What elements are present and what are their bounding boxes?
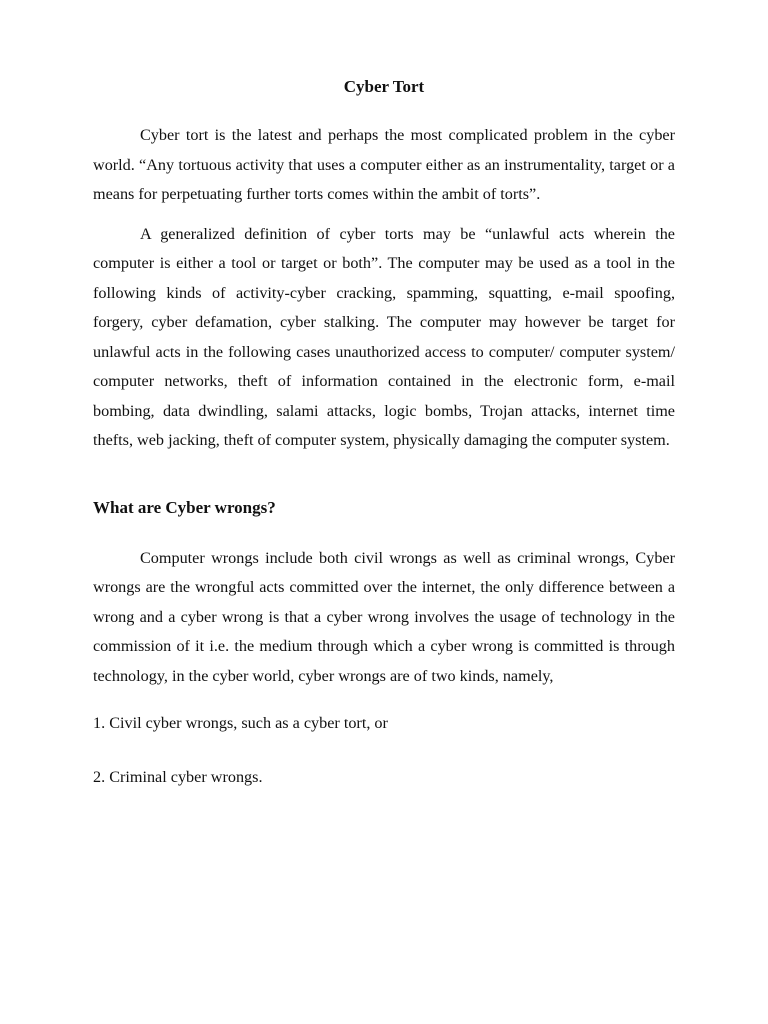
- list-item-civil: 1. Civil cyber wrongs, such as a cyber tort, or: [93, 714, 388, 732]
- section-heading: What are Cyber wrongs?: [93, 497, 276, 517]
- paragraph-intro: Cyber tort is the latest and perhaps the most complicated problem in the cyber world. “Any tortuous activity that uses a computer either as an instrumentality, target or a means for perpetuating further torts comes within the ambit of torts”.: [93, 126, 675, 203]
- paragraph-definition: A generalized definition of cyber torts may be “unlawful acts wherein the computer is either a tool or target or both”. The computer may be used as a tool in the following kinds of activity-cyber cracking, spamming, squatting, e-mail spoofing, forgery, cyber defamation, cyber stalking. The computer may however be target for unlawful acts in the following cases unauthorized access to computer/ computer system/ computer networks, theft of information contained in the electronic form, e-mail bombing, data dwindling, salami attacks, logic bombs, Trojan attacks, internet time thefts, web jacking, theft of computer system, physically damaging the computer system.: [93, 224, 675, 449]
- paragraph-cyber-wrongs: Computer wrongs include both civil wrongs as well as criminal wrongs, Cyber wrongs are the wrongful acts committed over the internet, the only difference between a wrong and a cyber wrong is that a cyber wrong involves the usage of technology in the commission of it i.e. the medium through which a cyber wrong is committed is through technology, in the cyber world, cyber wrongs are of two kinds, namely,: [93, 548, 675, 685]
- document-title: Cyber Tort: [343, 77, 425, 96]
- list-item-criminal: 2. Criminal cyber wrongs.: [93, 768, 263, 786]
